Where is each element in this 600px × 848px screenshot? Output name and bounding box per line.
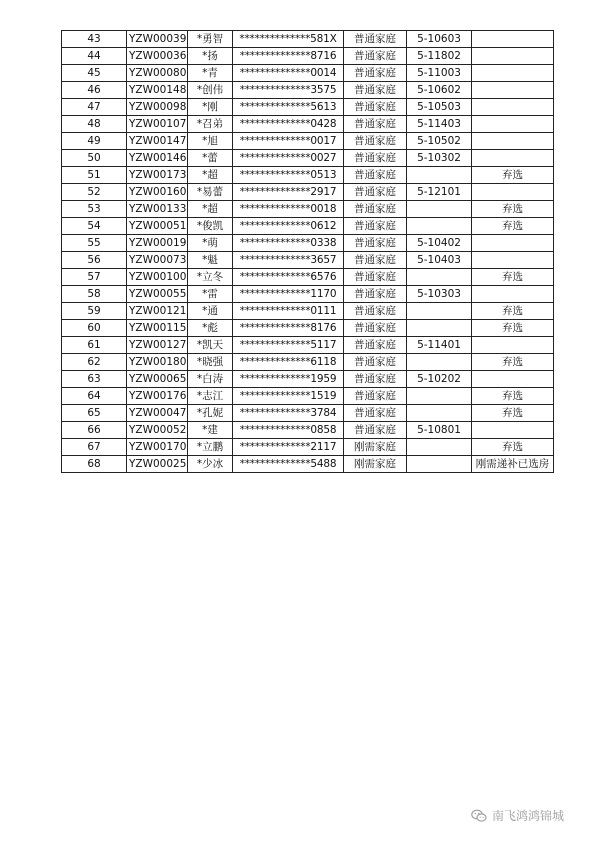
cell-seq-no: 58 bbox=[62, 286, 127, 303]
cell-household-type: 普通家庭 bbox=[344, 422, 407, 439]
cell-applicant-name: *晓强 bbox=[188, 354, 233, 371]
cell-remark bbox=[472, 82, 554, 99]
cell-applicant-name: *立冬 bbox=[188, 269, 233, 286]
cell-applicant-name: *立鹏 bbox=[188, 439, 233, 456]
cell-household-type: 普通家庭 bbox=[344, 371, 407, 388]
cell-id-number: **************1519 bbox=[233, 388, 344, 405]
cell-room-number: 5-12101 bbox=[407, 184, 472, 201]
cell-remark: 弃选 bbox=[472, 439, 554, 456]
table-row bbox=[62, 422, 554, 439]
cell-id-number: **************0338 bbox=[233, 235, 344, 252]
cell-applicant-code: YZW00047 bbox=[127, 405, 188, 422]
cell-room-number: 5-10303 bbox=[407, 286, 472, 303]
cell-household-type: 普通家庭 bbox=[344, 99, 407, 116]
cell-applicant-name: *建 bbox=[188, 422, 233, 439]
cell-remark: 弃选 bbox=[472, 354, 554, 371]
cell-room-number bbox=[407, 269, 472, 286]
cell-seq-no: 51 bbox=[62, 167, 127, 184]
cell-seq-no: 65 bbox=[62, 405, 127, 422]
cell-seq-no: 57 bbox=[62, 269, 127, 286]
cell-applicant-code: YZW00051 bbox=[127, 218, 188, 235]
cell-applicant-name: *青 bbox=[188, 65, 233, 82]
wechat-watermark bbox=[471, 807, 564, 824]
cell-id-number: **************0858 bbox=[233, 422, 344, 439]
cell-seq-no: 44 bbox=[62, 48, 127, 65]
cell-seq-no: 68 bbox=[62, 456, 127, 473]
cell-applicant-name: *白涛 bbox=[188, 371, 233, 388]
cell-seq-no: 52 bbox=[62, 184, 127, 201]
cell-applicant-code: YZW00160 bbox=[127, 184, 188, 201]
cell-remark bbox=[472, 150, 554, 167]
cell-remark bbox=[472, 371, 554, 388]
cell-applicant-name: *扬 bbox=[188, 48, 233, 65]
cell-applicant-code: YZW00065 bbox=[127, 371, 188, 388]
table-row bbox=[62, 201, 554, 218]
cell-applicant-code: YZW00100 bbox=[127, 269, 188, 286]
table-row bbox=[62, 65, 554, 82]
cell-applicant-name: *雷 bbox=[188, 286, 233, 303]
cell-applicant-code: YZW00176 bbox=[127, 388, 188, 405]
cell-remark: 弃选 bbox=[472, 303, 554, 320]
cell-room-number: 5-10403 bbox=[407, 252, 472, 269]
cell-remark bbox=[472, 422, 554, 439]
cell-applicant-code: YZW00098 bbox=[127, 99, 188, 116]
cell-household-type: 普通家庭 bbox=[344, 388, 407, 405]
cell-remark bbox=[472, 99, 554, 116]
cell-room-number: 5-10202 bbox=[407, 371, 472, 388]
cell-household-type: 刚需家庭 bbox=[344, 439, 407, 456]
cell-seq-no: 53 bbox=[62, 201, 127, 218]
cell-household-type: 普通家庭 bbox=[344, 82, 407, 99]
table-row bbox=[62, 269, 554, 286]
cell-remark bbox=[472, 252, 554, 269]
cell-id-number: **************1170 bbox=[233, 286, 344, 303]
cell-seq-no: 67 bbox=[62, 439, 127, 456]
cell-applicant-name: *超 bbox=[188, 201, 233, 218]
cell-household-type: 普通家庭 bbox=[344, 252, 407, 269]
cell-seq-no: 48 bbox=[62, 116, 127, 133]
cell-applicant-code: YZW00036 bbox=[127, 48, 188, 65]
cell-room-number: 5-11003 bbox=[407, 65, 472, 82]
cell-room-number: 5-11802 bbox=[407, 48, 472, 65]
cell-remark: 弃选 bbox=[472, 269, 554, 286]
cell-remark: 弃选 bbox=[472, 388, 554, 405]
cell-id-number: **************0428 bbox=[233, 116, 344, 133]
roster-table-body bbox=[62, 31, 554, 473]
cell-seq-no: 47 bbox=[62, 99, 127, 116]
cell-seq-no: 50 bbox=[62, 150, 127, 167]
cell-room-number bbox=[407, 320, 472, 337]
cell-id-number: **************2117 bbox=[233, 439, 344, 456]
cell-remark: 弃选 bbox=[472, 167, 554, 184]
cell-id-number: **************0612 bbox=[233, 218, 344, 235]
cell-seq-no: 55 bbox=[62, 235, 127, 252]
cell-applicant-code: YZW00133 bbox=[127, 201, 188, 218]
cell-household-type: 普通家庭 bbox=[344, 286, 407, 303]
cell-room-number bbox=[407, 167, 472, 184]
cell-remark bbox=[472, 235, 554, 252]
cell-applicant-code: YZW00080 bbox=[127, 65, 188, 82]
table-row bbox=[62, 371, 554, 388]
cell-applicant-code: YZW00052 bbox=[127, 422, 188, 439]
table-row bbox=[62, 456, 554, 473]
roster-table bbox=[61, 30, 554, 473]
table-row bbox=[62, 235, 554, 252]
cell-applicant-name: *易蕾 bbox=[188, 184, 233, 201]
cell-remark bbox=[472, 184, 554, 201]
cell-applicant-code: YZW00146 bbox=[127, 150, 188, 167]
cell-applicant-code: YZW00073 bbox=[127, 252, 188, 269]
cell-seq-no: 66 bbox=[62, 422, 127, 439]
cell-id-number: **************1959 bbox=[233, 371, 344, 388]
cell-id-number: **************8716 bbox=[233, 48, 344, 65]
cell-applicant-name: *通 bbox=[188, 303, 233, 320]
table-row bbox=[62, 405, 554, 422]
cell-remark bbox=[472, 286, 554, 303]
cell-id-number: **************0017 bbox=[233, 133, 344, 150]
cell-id-number: **************6118 bbox=[233, 354, 344, 371]
cell-seq-no: 54 bbox=[62, 218, 127, 235]
table-row bbox=[62, 218, 554, 235]
cell-applicant-code: YZW00039 bbox=[127, 31, 188, 48]
cell-household-type: 普通家庭 bbox=[344, 31, 407, 48]
cell-id-number: **************0027 bbox=[233, 150, 344, 167]
table-row bbox=[62, 337, 554, 354]
cell-room-number: 5-11401 bbox=[407, 337, 472, 354]
table-row bbox=[62, 31, 554, 48]
cell-household-type: 普通家庭 bbox=[344, 303, 407, 320]
cell-applicant-name: *俊凯 bbox=[188, 218, 233, 235]
allocation-sheet bbox=[61, 30, 550, 473]
cell-applicant-code: YZW00025 bbox=[127, 456, 188, 473]
cell-room-number: 5-10603 bbox=[407, 31, 472, 48]
cell-household-type: 普通家庭 bbox=[344, 354, 407, 371]
cell-applicant-name: *魁 bbox=[188, 252, 233, 269]
cell-applicant-code: YZW00127 bbox=[127, 337, 188, 354]
cell-room-number bbox=[407, 439, 472, 456]
cell-id-number: **************0513 bbox=[233, 167, 344, 184]
cell-remark: 弃选 bbox=[472, 405, 554, 422]
table-row bbox=[62, 99, 554, 116]
cell-id-number: **************0014 bbox=[233, 65, 344, 82]
cell-applicant-code: YZW00019 bbox=[127, 235, 188, 252]
cell-room-number bbox=[407, 388, 472, 405]
cell-applicant-name: *勇智 bbox=[188, 31, 233, 48]
table-row bbox=[62, 150, 554, 167]
cell-applicant-name: *志江 bbox=[188, 388, 233, 405]
cell-seq-no: 49 bbox=[62, 133, 127, 150]
table-row bbox=[62, 354, 554, 371]
cell-applicant-name: *凯天 bbox=[188, 337, 233, 354]
table-row bbox=[62, 48, 554, 65]
cell-seq-no: 46 bbox=[62, 82, 127, 99]
cell-remark bbox=[472, 133, 554, 150]
cell-applicant-name: *彪 bbox=[188, 320, 233, 337]
cell-household-type: 普通家庭 bbox=[344, 201, 407, 218]
cell-seq-no: 62 bbox=[62, 354, 127, 371]
table-row bbox=[62, 320, 554, 337]
cell-id-number: **************5613 bbox=[233, 99, 344, 116]
cell-applicant-name: *创伟 bbox=[188, 82, 233, 99]
cell-id-number: **************3784 bbox=[233, 405, 344, 422]
table-row bbox=[62, 388, 554, 405]
cell-household-type: 普通家庭 bbox=[344, 184, 407, 201]
cell-household-type: 普通家庭 bbox=[344, 337, 407, 354]
cell-room-number bbox=[407, 456, 472, 473]
cell-room-number bbox=[407, 218, 472, 235]
cell-household-type: 普通家庭 bbox=[344, 150, 407, 167]
cell-seq-no: 43 bbox=[62, 31, 127, 48]
cell-room-number: 5-10502 bbox=[407, 133, 472, 150]
cell-applicant-name: *旭 bbox=[188, 133, 233, 150]
wechat-icon bbox=[471, 809, 487, 823]
cell-seq-no: 56 bbox=[62, 252, 127, 269]
cell-id-number: **************5488 bbox=[233, 456, 344, 473]
table-row bbox=[62, 133, 554, 150]
cell-id-number: **************0018 bbox=[233, 201, 344, 218]
cell-household-type: 普通家庭 bbox=[344, 269, 407, 286]
table-row bbox=[62, 116, 554, 133]
cell-applicant-name: *刚 bbox=[188, 99, 233, 116]
cell-seq-no: 64 bbox=[62, 388, 127, 405]
cell-household-type: 普通家庭 bbox=[344, 320, 407, 337]
cell-household-type: 普通家庭 bbox=[344, 405, 407, 422]
cell-remark bbox=[472, 116, 554, 133]
cell-room-number: 5-10801 bbox=[407, 422, 472, 439]
cell-id-number: **************5117 bbox=[233, 337, 344, 354]
cell-remark: 弃选 bbox=[472, 201, 554, 218]
cell-remark: 弃选 bbox=[472, 320, 554, 337]
cell-household-type: 普通家庭 bbox=[344, 116, 407, 133]
table-row bbox=[62, 167, 554, 184]
cell-seq-no: 45 bbox=[62, 65, 127, 82]
cell-applicant-code: YZW00170 bbox=[127, 439, 188, 456]
cell-id-number: **************0111 bbox=[233, 303, 344, 320]
cell-seq-no: 63 bbox=[62, 371, 127, 388]
cell-room-number bbox=[407, 201, 472, 218]
table-row bbox=[62, 184, 554, 201]
cell-room-number bbox=[407, 405, 472, 422]
table-row bbox=[62, 82, 554, 99]
table-row bbox=[62, 286, 554, 303]
cell-household-type: 刚需家庭 bbox=[344, 456, 407, 473]
cell-applicant-code: YZW00147 bbox=[127, 133, 188, 150]
cell-applicant-name: *蕾 bbox=[188, 150, 233, 167]
cell-seq-no: 60 bbox=[62, 320, 127, 337]
cell-id-number: **************3575 bbox=[233, 82, 344, 99]
cell-applicant-name: *召弟 bbox=[188, 116, 233, 133]
cell-id-number: **************8176 bbox=[233, 320, 344, 337]
cell-seq-no: 61 bbox=[62, 337, 127, 354]
table-row bbox=[62, 439, 554, 456]
cell-applicant-code: YZW00107 bbox=[127, 116, 188, 133]
cell-applicant-code: YZW00148 bbox=[127, 82, 188, 99]
cell-id-number: **************3657 bbox=[233, 252, 344, 269]
cell-room-number: 5-10602 bbox=[407, 82, 472, 99]
cell-household-type: 普通家庭 bbox=[344, 65, 407, 82]
cell-remark bbox=[472, 65, 554, 82]
cell-applicant-code: YZW00115 bbox=[127, 320, 188, 337]
cell-applicant-name: *孔妮 bbox=[188, 405, 233, 422]
cell-applicant-name: *超 bbox=[188, 167, 233, 184]
cell-remark: 刚需递补已选房 bbox=[472, 456, 554, 473]
cell-id-number: **************581X bbox=[233, 31, 344, 48]
cell-id-number: **************6576 bbox=[233, 269, 344, 286]
cell-applicant-name: *少冰 bbox=[188, 456, 233, 473]
cell-household-type: 普通家庭 bbox=[344, 218, 407, 235]
cell-remark bbox=[472, 31, 554, 48]
cell-applicant-code: YZW00121 bbox=[127, 303, 188, 320]
cell-remark bbox=[472, 337, 554, 354]
cell-room-number: 5-11403 bbox=[407, 116, 472, 133]
cell-household-type: 普通家庭 bbox=[344, 235, 407, 252]
cell-room-number: 5-10402 bbox=[407, 235, 472, 252]
cell-household-type: 普通家庭 bbox=[344, 48, 407, 65]
cell-room-number bbox=[407, 354, 472, 371]
cell-household-type: 普通家庭 bbox=[344, 133, 407, 150]
cell-household-type: 普通家庭 bbox=[344, 167, 407, 184]
cell-applicant-name: *萌 bbox=[188, 235, 233, 252]
watermark-text: 南飞鸿鸿锦城 bbox=[491, 809, 564, 823]
cell-applicant-code: YZW00173 bbox=[127, 167, 188, 184]
cell-applicant-code: YZW00055 bbox=[127, 286, 188, 303]
table-row bbox=[62, 252, 554, 269]
cell-applicant-code: YZW00180 bbox=[127, 354, 188, 371]
cell-id-number: **************2917 bbox=[233, 184, 344, 201]
cell-room-number: 5-10503 bbox=[407, 99, 472, 116]
cell-room-number bbox=[407, 303, 472, 320]
table-row bbox=[62, 303, 554, 320]
cell-remark: 弃选 bbox=[472, 218, 554, 235]
cell-seq-no: 59 bbox=[62, 303, 127, 320]
cell-remark bbox=[472, 48, 554, 65]
cell-room-number: 5-10302 bbox=[407, 150, 472, 167]
